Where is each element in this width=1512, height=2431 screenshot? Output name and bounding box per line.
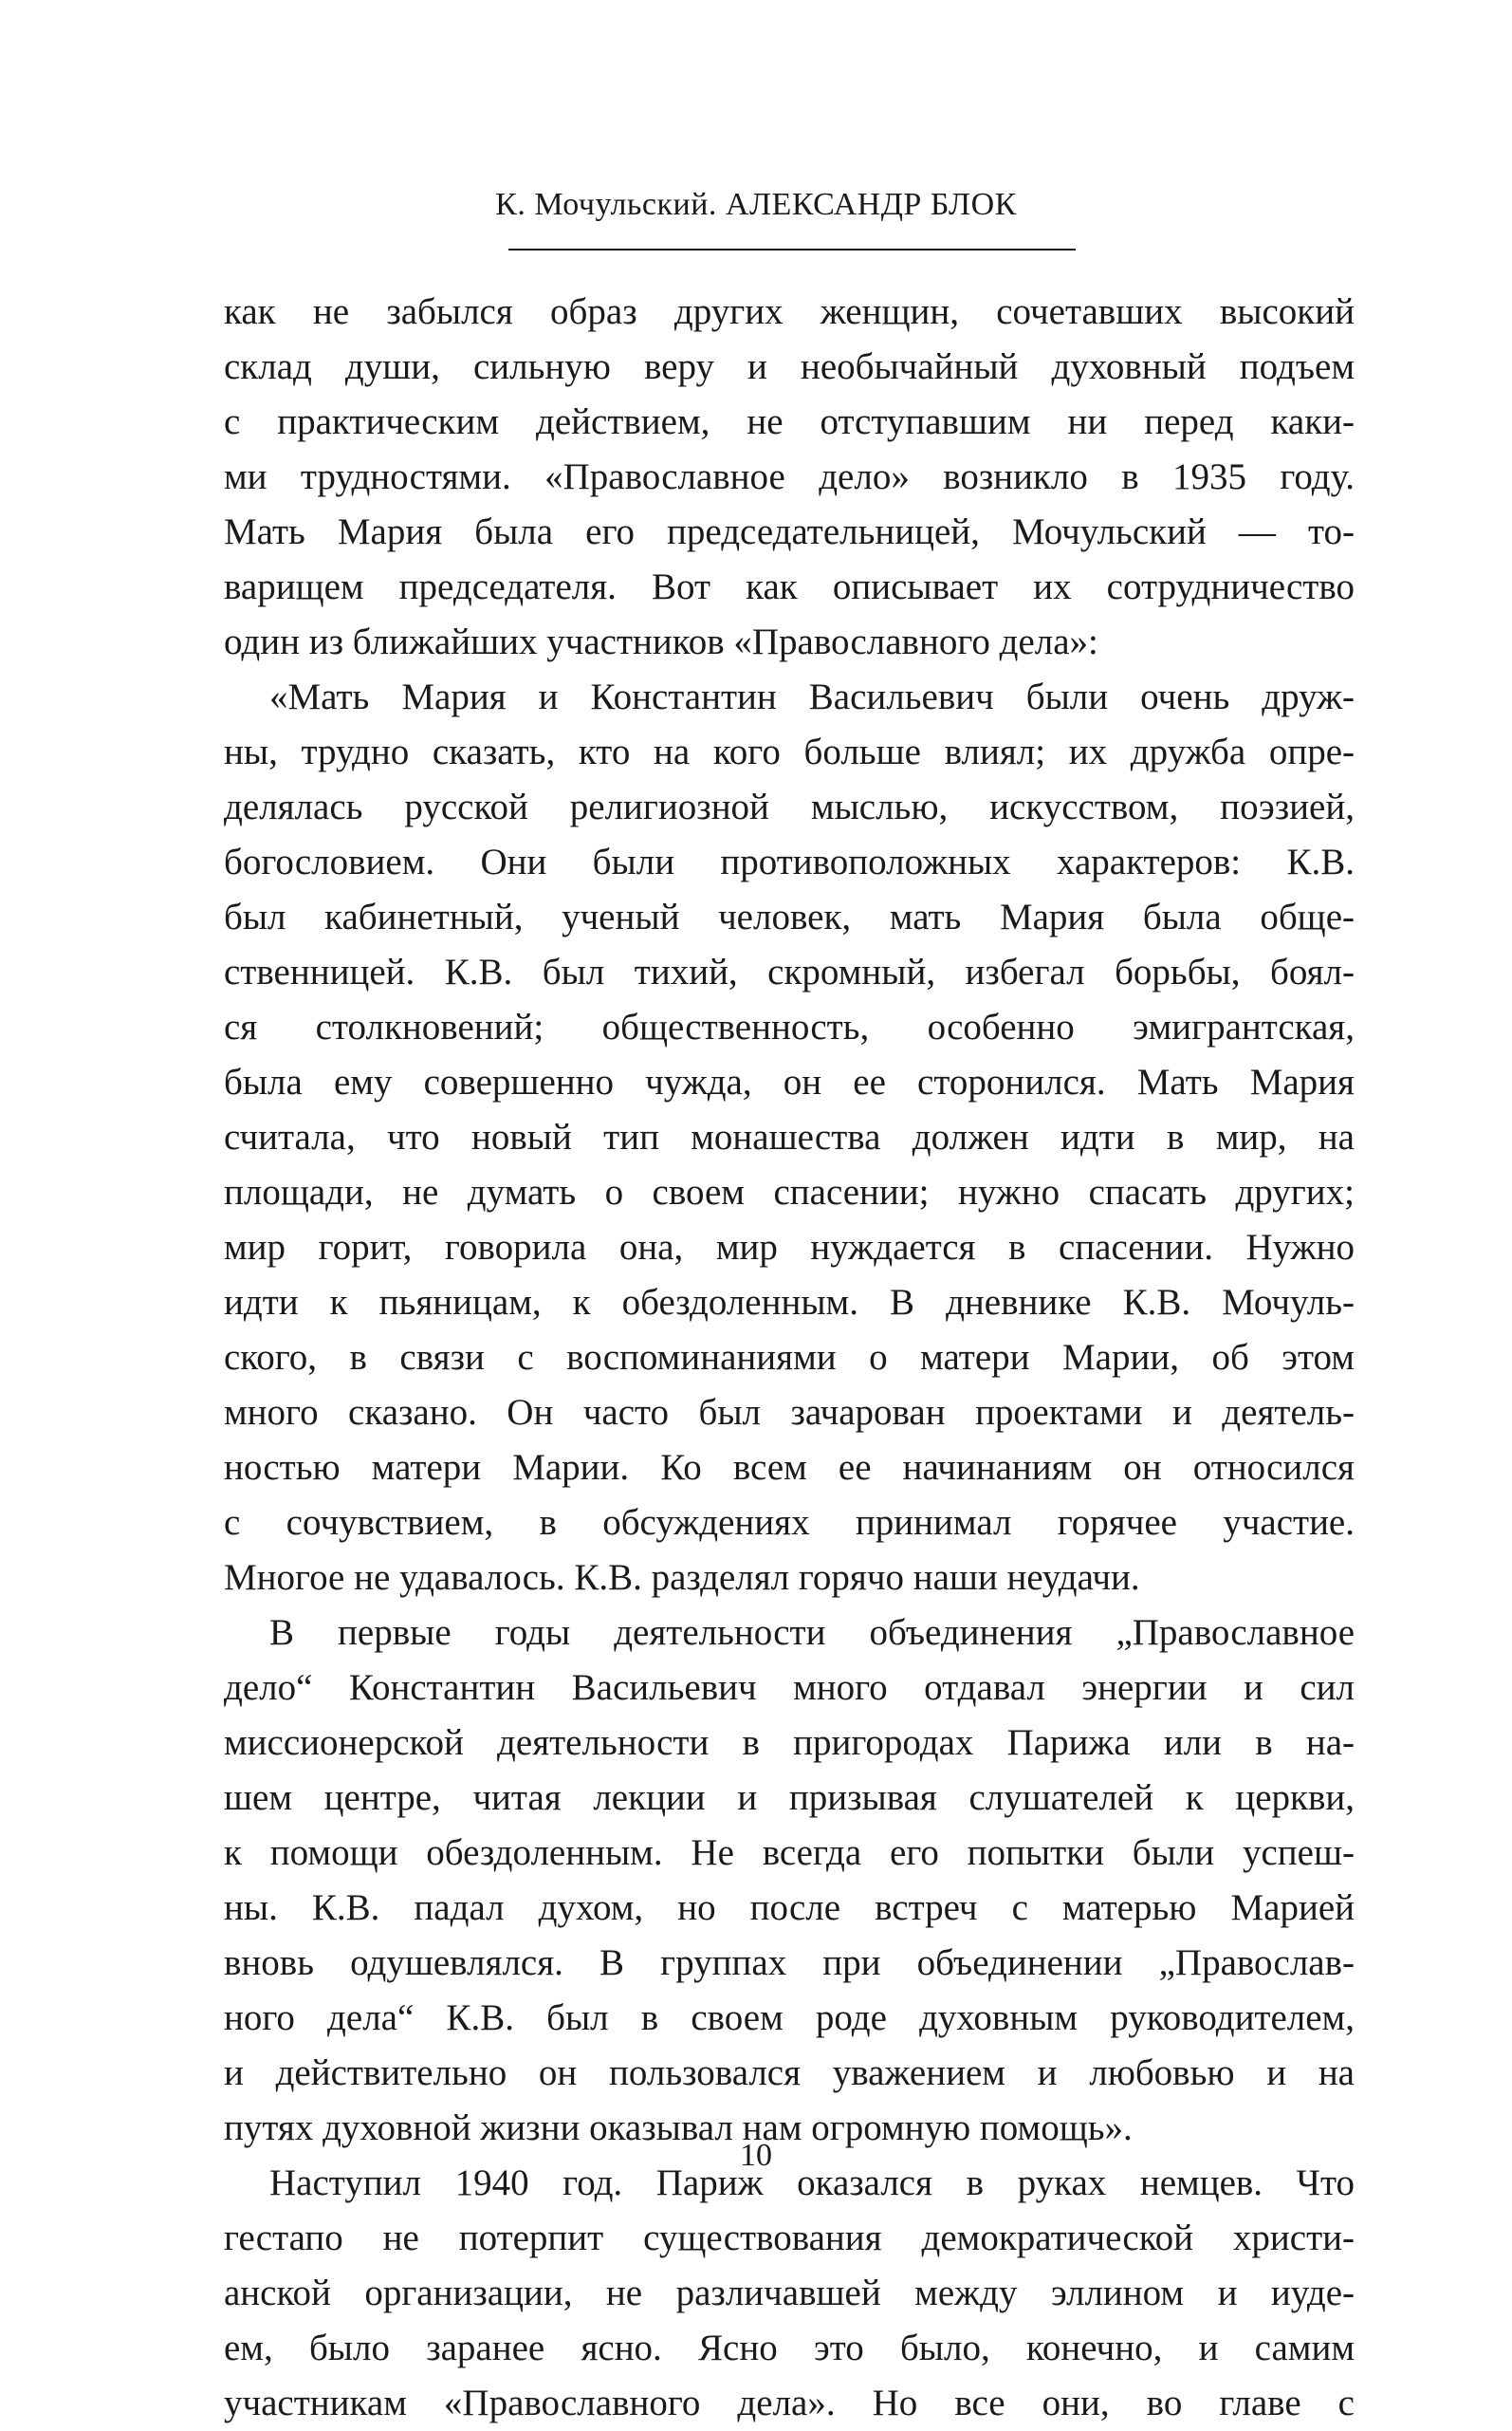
text-line: с практическим действием, не отступавшим ни перед каки- xyxy=(224,401,1355,442)
text-line: идти к пьяницам, к обездоленным. В дневнике К.В. Мочуль- xyxy=(224,1282,1355,1323)
text-line: один из ближайших участников «Православного дела»: xyxy=(224,622,1098,662)
text-line: площади, не думать о своем спасении; нужно спасать других; xyxy=(224,1172,1355,1213)
text-line: В первые годы деятельности объединения „Православное xyxy=(269,1612,1355,1653)
text-line: шем центре, читая лекции и призывая слушателей к церкви, xyxy=(224,1777,1355,1818)
text-line: ся столкновений; общественность, особенно эмигрантская, xyxy=(224,1007,1355,1048)
text-line: дело“ Константин Васильевич много отдавал энергии и сил xyxy=(224,1667,1355,1708)
text-line: вновь одушевлялся. В группах при объединении „Православ- xyxy=(224,1942,1355,1983)
text-line: Наступил 1940 год. Париж оказался в руках немцев. Что xyxy=(269,2162,1355,2203)
body-text xyxy=(224,285,1355,2431)
text-line: участникам «Православного дела». Но все они, во главе с xyxy=(224,2383,1355,2423)
text-line: к помощи обездоленным. Не всегда его попытки были успеш- xyxy=(224,1832,1355,1873)
text-line: «Мать Мария и Константин Васильевич были очень друж- xyxy=(269,677,1355,717)
text-line: склад души, сильную веру и необычайный духовный подъем xyxy=(224,346,1355,387)
text-line: ного дела“ К.В. был в своем роде духовным руководителем, xyxy=(224,1997,1355,2038)
text-line: анской организации, не различавшей между эллином и иуде- xyxy=(224,2273,1355,2313)
text-line: ностью матери Марии. Ко всем ее начинаниям он относился xyxy=(224,1447,1355,1488)
text-line: мир горит, говорила она, мир нуждается в спасении. Нужно xyxy=(224,1227,1355,1268)
text-line: ны. К.В. падал духом, но после встреч с матерью Марией xyxy=(224,1887,1355,1928)
text-line: много сказано. Он часто был зачарован проектами и деятель- xyxy=(224,1392,1355,1433)
running-head: К. Мочульский. АЛЕКСАНДР БЛОК xyxy=(495,187,1017,222)
text-line: ми трудностями. «Православное дело» возникло в 1935 году. xyxy=(224,456,1355,497)
text-line: ем, было заранее ясно. Ясно это было, конечно, и самим xyxy=(224,2328,1355,2368)
text-line: был кабинетный, ученый человек, мать Мария была обще- xyxy=(224,897,1355,937)
text-line: путях духовной жизни оказывал нам огромную помощь». xyxy=(224,2107,1133,2148)
header-rule xyxy=(508,249,1076,251)
text-line: Мать Мария была его председательницей, Мочульский — то- xyxy=(224,511,1355,552)
text-line: ственницей. К.В. был тихий, скромный, избегал борьбы, боял- xyxy=(224,952,1355,993)
text-line: была ему совершенно чужда, он ее сторонился. Мать Мария xyxy=(224,1062,1355,1103)
text-line: ны, трудно сказать, кто на кого больше влиял; их дружба опре- xyxy=(224,732,1355,772)
text-line: гестапо не потерпит существования демократической христи- xyxy=(224,2218,1355,2258)
text-line: и действительно он пользовался уважением и любовью и на xyxy=(224,2052,1355,2093)
text-line: как не забылся образ других женщин, сочетавших высокий xyxy=(224,291,1355,332)
text-line: миссионерской деятельности в пригородах Парижа или в на- xyxy=(224,1722,1355,1763)
text-line: варищем председателя. Вот как описывает их сотрудничество xyxy=(224,566,1355,607)
text-line: Многое не удавалось. К.В. разделял горячо наши неудачи. xyxy=(224,1557,1140,1598)
text-line: ского, в связи с воспоминаниями о матери Марии, об этом xyxy=(224,1337,1355,1378)
text-line: считала, что новый тип монашества должен идти в мир, на xyxy=(224,1117,1355,1158)
page-number: 10 xyxy=(740,2138,772,2173)
text-line: делялась русской религиозной мыслью, искусством, поэзией, xyxy=(224,787,1355,827)
text-line: богословием. Они были противоположных характеров: К.В. xyxy=(224,842,1355,882)
text-line: с сочувствием, в обсуждениях принимал горячее участие. xyxy=(224,1502,1355,1543)
